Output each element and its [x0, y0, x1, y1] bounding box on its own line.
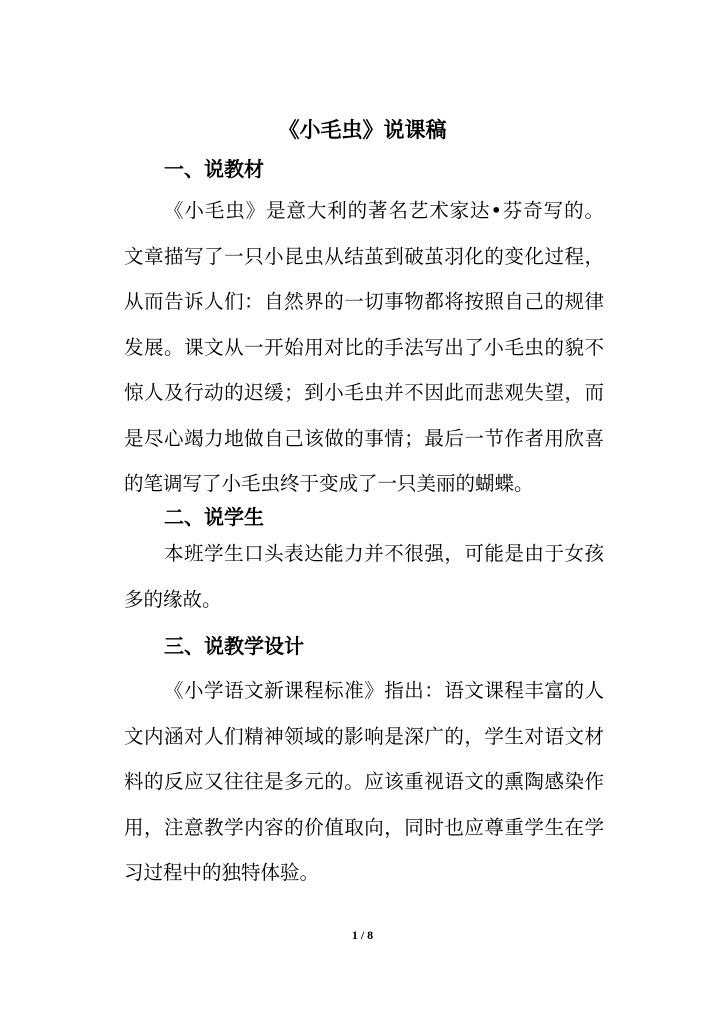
page-number: 1 / 8 — [351, 928, 374, 942]
section-heading-teaching-design: 三、说教学设计 — [164, 634, 304, 658]
document-title: 《小毛虫》说课稿 — [278, 117, 447, 142]
section-heading-teaching-material: 一、说教材 — [164, 157, 264, 181]
section-heading-students: 二、说学生 — [164, 505, 264, 529]
section-paragraph-teaching-design: 《小学语文新课程标准》指出：语文课程丰富的人文内涵对人们精神领域的影响是深广的，学生对语文材料的反应又往往是多元的。应该重视语文的熏陶感染作用，注意教学内容的价值取向，同时也应尊重学生在学习过程中的独特体验。 — [124, 679, 604, 884]
section-paragraph-teaching-material: 《小毛虫》是意大利的著名艺术家达•芬奇写的。文章描写了一只小昆虫从结茧到破茧羽化的变化过程，从而告诉人们：自然界的一切事物都将按照自己的规律发展。课文从一开始用对比的手法写出了小毛虫的貌不惊人及行动的迟缓；到小毛虫并不因此而悲观失望，而是尽心竭力地做自己该做的事情；最后一节作者用欣喜的笔调写了小毛虫终于变成了一只美丽的蝴蝶。 — [124, 199, 604, 495]
section-paragraph-students: 本班学生口头表达能力并不很强，可能是由于女孩多的缘故。 — [124, 542, 604, 611]
